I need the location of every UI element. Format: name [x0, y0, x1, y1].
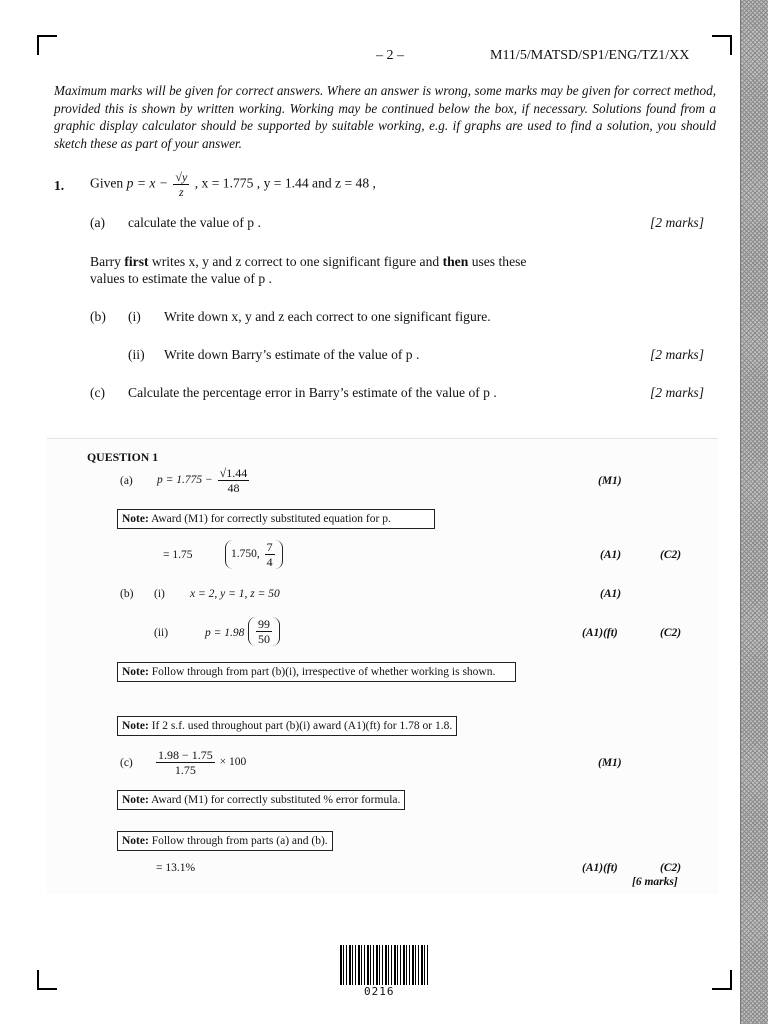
ms-b-ii-label: (ii) — [154, 627, 169, 639]
ms-c-expression — [154, 748, 246, 777]
crop-mark-bottom-right — [712, 970, 732, 990]
ms-note-2-label: Note: — [122, 666, 149, 678]
barcode-number: 0216 — [364, 985, 395, 998]
crop-mark-bottom-left — [37, 970, 57, 990]
paper-code: M11/5/MATSD/SP1/ENG/TZ1/XX — [490, 48, 690, 63]
crop-mark-top-right — [712, 35, 732, 55]
ms-a-label: (a) — [120, 475, 133, 487]
ms-b-ii-fraction-wrap — [248, 617, 280, 646]
given-values: , x = 1.775 , y = 1.44 and z = 48 , — [194, 175, 376, 191]
ms-note-4-text: Award (M1) for correctly substituted % error formula. — [151, 794, 401, 806]
ms-c-code: (M1) — [598, 757, 622, 769]
markscheme-title: QUESTION 1 — [87, 450, 159, 464]
part-b-i-label: (i) — [128, 309, 141, 324]
ms-c-result-c2: (C2) — [660, 862, 682, 874]
ms-a-alt-text: 1.750, — [231, 548, 260, 561]
ms-c-denominator: 1.75 — [174, 763, 196, 777]
part-c-marks: [2 marks] — [650, 385, 705, 400]
barry-then-bold: then — [442, 254, 469, 269]
ms-c-result: = 13.1% — [156, 862, 196, 874]
ms-b-label: (b) — [120, 588, 134, 600]
ms-b-ii-numerator: 99 — [258, 617, 270, 631]
ms-b-i-code: (A1) — [600, 588, 622, 600]
barry-text-2: writes x, y and z correct to one significant figure and — [151, 254, 440, 269]
ms-b-i-label: (i) — [154, 588, 165, 600]
ms-note-5-text: Follow through from parts (a) and (b). — [151, 835, 328, 847]
ms-note-1 — [117, 509, 435, 529]
ms-c-label: (c) — [120, 757, 133, 769]
part-b-label: (b) — [90, 309, 106, 324]
barcode-image — [340, 945, 428, 985]
ms-a-result: = 1.75 — [163, 549, 193, 561]
barry-paragraph-line2: values to estimate the value of p . — [90, 271, 272, 286]
ms-note-1-label: Note: — [122, 513, 149, 525]
ms-a-result-c2: (C2) — [660, 549, 682, 561]
ms-b-ii-parentheses — [248, 617, 280, 646]
part-b-ii-text: Write down Barry’s estimate of the value of p . — [164, 347, 420, 362]
ms-note-5 — [117, 831, 333, 851]
ms-note-4 — [117, 790, 405, 810]
ms-a-fraction-numerator: √1.44 — [219, 466, 248, 480]
ms-note-5-label: Note: — [122, 835, 149, 847]
given-label: Given — [90, 175, 124, 191]
given-p-equation: p = x − — [126, 175, 169, 191]
part-a-marks: [2 marks] — [650, 215, 705, 230]
ms-note-2 — [117, 662, 516, 682]
ms-b-ii-denominator: 50 — [258, 632, 270, 646]
part-c-label: (c) — [90, 385, 106, 400]
ms-b-ii-value: p = 1.98 — [205, 627, 245, 639]
part-b-marks: [2 marks] — [650, 347, 705, 362]
ms-c-times: × 100 — [219, 756, 247, 769]
ms-c-fraction — [156, 748, 215, 777]
ms-a-result-code: (A1) — [600, 549, 622, 561]
ms-a-expression — [157, 466, 251, 495]
ms-note-3-text: If 2 s.f. used throughout part (b)(i) award (A1)(ft) for 1.78 or 1.8. — [151, 720, 453, 732]
question-number: 1. — [54, 178, 65, 193]
part-a-text: calculate the value of p . — [128, 215, 261, 230]
ms-b-ii-fraction — [256, 617, 272, 646]
barry-first-bold: first — [124, 254, 149, 269]
ms-note-3 — [117, 716, 457, 736]
ms-c-numerator: 1.98 − 1.75 — [158, 748, 213, 762]
ms-a-alt-parentheses — [225, 540, 283, 569]
exam-instructions: Maximum marks will be given for correct answers. Where an answer is wrong, some marks may be given for correct method, provided this is shown by written working. Working may be continued below the box, if necessary. Solutions found from a graphic display calculator should be supported by suitable working, e.g. if graphs are used to find a solution, you should sketch these as part of your answer. — [54, 83, 716, 151]
given-fraction — [173, 170, 189, 199]
ms-a-expr-text: p = 1.775 − — [157, 474, 213, 487]
question-given — [90, 170, 376, 199]
ms-note-4-label: Note: — [122, 794, 149, 806]
ms-a-alt-denominator: 4 — [266, 555, 273, 569]
ms-a-code: (M1) — [598, 475, 622, 487]
ms-note-1-text: Award (M1) for correctly substituted equation for p. — [151, 513, 391, 525]
scan-edge-strip — [740, 0, 768, 1024]
part-b-i-text: Write down x, y and z each correct to one significant figure. — [164, 309, 491, 324]
barry-text-3: uses these — [471, 254, 527, 269]
ms-c-result-code: (A1)(ft) — [582, 862, 618, 874]
ms-a-alt-fraction — [265, 540, 275, 569]
ms-a-alt-numerator: 7 — [266, 540, 273, 554]
ms-a-fraction-denominator: 48 — [227, 481, 240, 495]
ms-note-2-text: Follow through from part (b)(i), irrespective of whether working is shown. — [151, 666, 496, 678]
ms-note-3-label: Note: — [122, 720, 149, 732]
ms-a-fraction — [218, 466, 250, 495]
part-a-label: (a) — [90, 215, 106, 230]
ms-b-ii-c2: (C2) — [660, 627, 682, 639]
ms-total-marks: [6 marks] — [632, 876, 678, 888]
given-fraction-numerator: √y — [175, 170, 188, 184]
page-number: – 2 – — [376, 48, 404, 63]
given-fraction-denominator: z — [179, 185, 184, 199]
ms-b-i-values: x = 2, y = 1, z = 50 — [190, 588, 280, 600]
part-c-text: Calculate the percentage error in Barry’s estimate of the value of p . — [128, 385, 497, 400]
crop-mark-top-left — [37, 35, 57, 55]
part-b-ii-label: (ii) — [128, 347, 145, 362]
barry-paragraph-line1 — [90, 254, 526, 270]
ms-b-ii-code: (A1)(ft) — [582, 627, 618, 639]
ms-a-alt-value — [225, 540, 283, 569]
barry-text-1: Barry — [90, 254, 121, 269]
